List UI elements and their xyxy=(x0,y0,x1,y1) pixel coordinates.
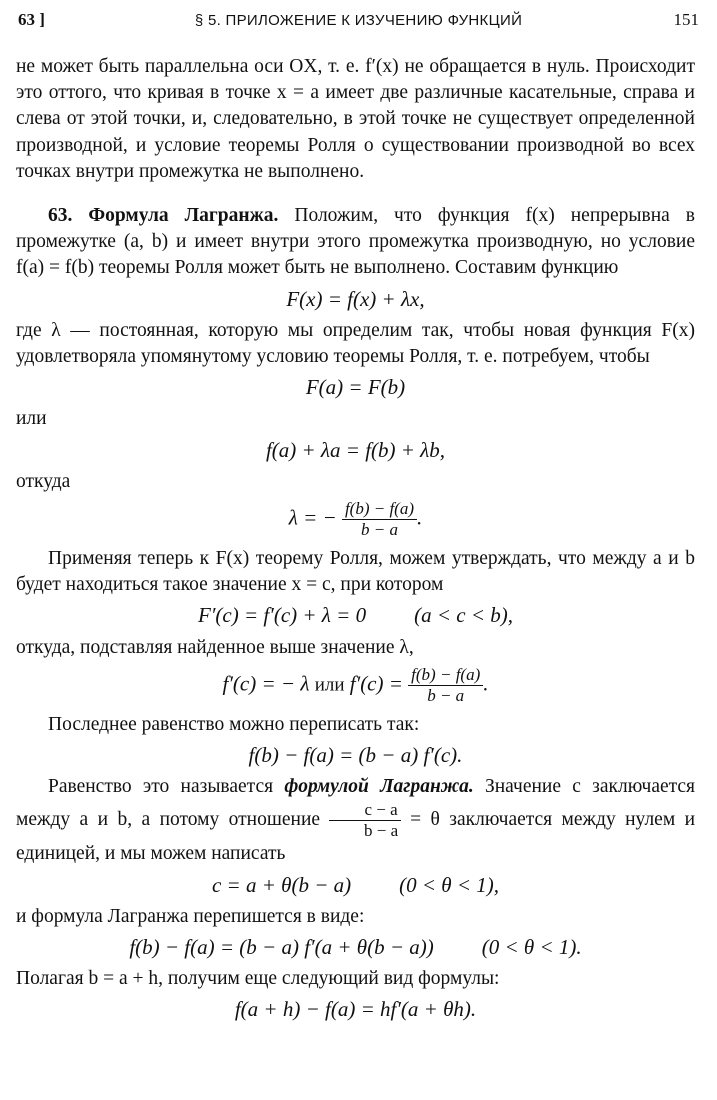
paragraph-lambda-def: где λ — постоянная, которую мы определим так, чтобы новая функция F(x) удовлетворяла упомянутому условию теоремы Ролля, т. е. потребуем, чтобы xyxy=(16,319,695,368)
text-substituting: откуда, подставляя найденное выше значение λ, xyxy=(16,636,414,658)
formula-lambda-eq: f(a) + λa = f(b) + λb, xyxy=(265,437,446,462)
fraction-f-prime: $\frac{f(b) - f(a)}{b - a}$ xyxy=(408,665,483,706)
page-header xyxy=(18,10,699,36)
formula-derivative-zero xyxy=(16,602,695,628)
formula-lagrange-theta: f(b) − f(a) = (b − a) f′(a + θ(b − a)) (0 < θ < 1). xyxy=(129,935,582,960)
text-setting-h: Полагая b = a + h, получим еще следующий вид формулы: xyxy=(16,968,500,990)
paragraph-lagrange-named: Равенство это называется формулой Лагранжа. Значение c заключается между a и b, а потому отношение $\frac{c - a}{b - a}$ = θ заключается между нулем и единицей, и мы можем написать xyxy=(16,776,696,865)
section-title: 63. Формула Лагранжа. xyxy=(48,205,279,227)
formula-lagrange-h: f(a + h) − f(a) = hf′(a + θh). xyxy=(234,997,477,1022)
text-otkuda: откуда xyxy=(16,470,71,492)
fraction-lambda xyxy=(342,499,417,540)
formula-c-theta: c = a + θ(b − a) (0 < θ < 1), xyxy=(211,872,500,897)
formula-f-prime-c: f′(c) = − λ или f′(c) = $\frac{f(b) - f(a)}{b - a}$ . xyxy=(222,664,489,705)
formula-F-equal: F(a) = F(b) xyxy=(305,375,406,400)
fraction-numerator: f(b) − f(a) xyxy=(342,499,417,520)
paragraph-apply-rolle: Применяя теперь к F(x) теорему Ролля, можем утверждать, что между a и b будет находиться такое значение x = c, при котором xyxy=(16,548,695,596)
text-ili: или xyxy=(16,408,47,430)
text-rewrite: Последнее равенство можно переписать так: xyxy=(48,713,420,735)
running-title: § 5. ПРИЛОЖЕНИЕ К ИЗУЧЕНИЮ ФУНКЦИЙ xyxy=(194,12,523,29)
term-lagrange-formula: формулой Лагранжа. xyxy=(284,776,474,798)
formula-lambda-lhs: λ = − xyxy=(288,505,337,530)
formula-lambda: λ = − $\frac{f(b) - f(a)}{b - a}$ . xyxy=(288,499,423,540)
paragraph-rolle-end: не может быть параллельна оси OX, т. е. f′(x) не обращается в нуль. Происходит это оттого, что кривая в точке x = a имеет две различные касательные, справа и слева от этой точки, и, следовательно, в этой точке не существует определенной производной, и условие теоремы Ролля о существовании производной во всех точках внутри промежутка не выполнено. xyxy=(16,56,695,182)
formula-derivative-zero-cond: (a < c < b), xyxy=(414,603,513,628)
formula-derivative-zero-left: F′(c) = f′(c) + λ = 0 xyxy=(198,603,367,628)
page-number: 151 xyxy=(673,10,699,29)
fraction-theta: $\frac{c - a}{b - a}$ xyxy=(329,800,400,841)
page-body xyxy=(16,54,695,1029)
section-number: 63 ] xyxy=(18,10,45,29)
section-intro-text: Положим, что функция f(x) непрерывна в промежутке (a, b) и имеет внутри этого промежутка производную, но условие f(a) = f(b) теоремы Ролля может быть не выполнено. Составим функцию xyxy=(16,205,696,279)
text-rewritten-form: и формула Лагранжа перепишется в виде: xyxy=(16,905,365,927)
formula-lagrange-basic: f(b) − f(a) = (b − a) f′(c). xyxy=(248,743,463,768)
formula-F-def: F(x) = f(x) + λx, xyxy=(286,286,425,311)
fraction-denominator: b − a xyxy=(360,520,398,540)
paragraph-lagrange-intro xyxy=(16,203,695,282)
